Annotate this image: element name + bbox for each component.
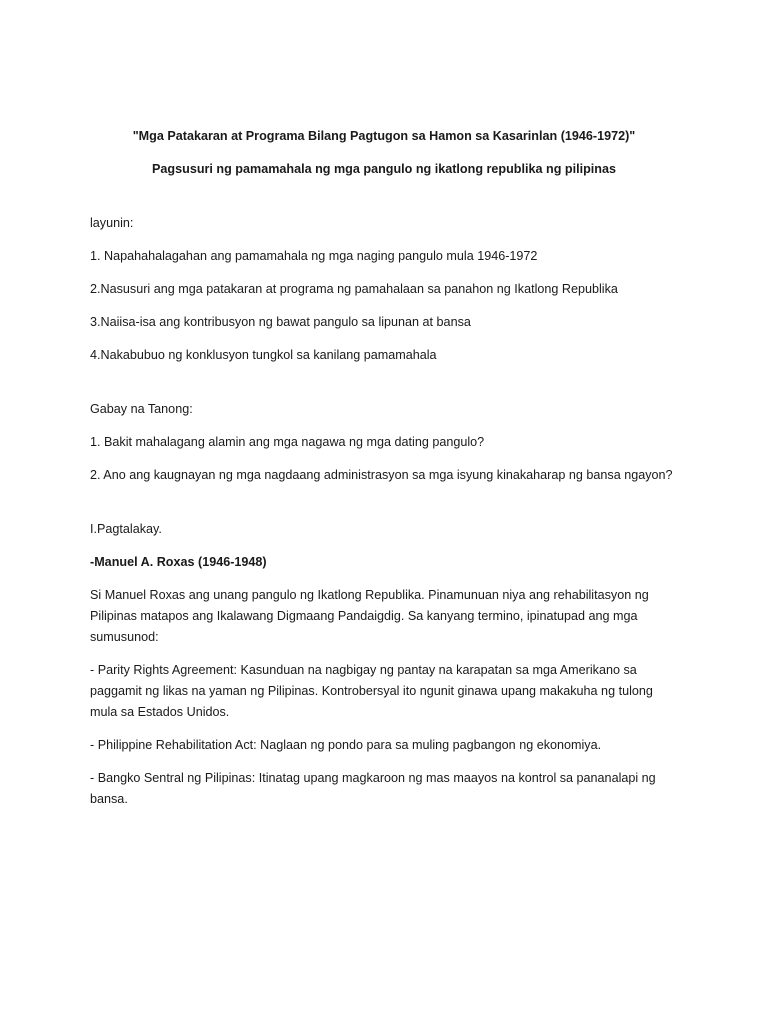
layunin-item: 1. Napahahalagahan ang pamamahala ng mga naging pangulo mula 1946-1972: [90, 249, 538, 263]
layunin-item: 3.Naiisa-isa ang kontribusyon ng bawat pangulo sa lipunan at bansa: [90, 315, 471, 329]
layunin-heading: layunin:: [90, 216, 134, 230]
gabay-heading: Gabay na Tanong:: [90, 402, 193, 416]
president-intro: Si Manuel Roxas ang unang pangulo ng Ikatlong Republika. Pinamunuan niya ang rehabilitasyon ng Pilipinas matapos ang Ikalawang Digmaang Pandaigdig. Sa kanyang termino, ipinatupad ang mga sumusunod:: [90, 588, 649, 644]
gabay-item: 2. Ano ang kaugnayan ng mga nagdaang administrasyon sa mga isyung kinakaharap ng bansa ngayon?: [90, 468, 673, 482]
president-heading: -Manuel A. Roxas (1946-1948): [90, 555, 267, 569]
document-body: [90, 126, 678, 822]
policy-point: - Philippine Rehabilitation Act: Naglaan ng pondo para sa muling pagbangon ng ekonomiya.: [90, 738, 602, 752]
section-heading: I.Pagtalakay.: [90, 522, 162, 536]
layunin-item: 4.Nakabubuo ng konklusyon tungkol sa kanilang pamamahala: [90, 348, 437, 362]
document-title: "Mga Patakaran at Programa Bilang Pagtugon sa Hamon sa Kasarinlan (1946-1972)": [132, 129, 636, 143]
policy-point: - Parity Rights Agreement: Kasunduan na nagbigay ng pantay na karapatan sa mga Amerikano sa paggamit ng likas na yaman ng Pilipinas. Kontrobersyal ito ngunit ginawa upang makakuha ng tulong mula sa Estados Unidos.: [90, 663, 653, 719]
document-subtitle: Pagsusuri ng pamamahala ng mga pangulo ng ikatlong republika ng pilipinas: [152, 162, 616, 176]
layunin-item: 2.Nasusuri ang mga patakaran at programa ng pamahalaan sa panahon ng Ikatlong Republika: [90, 282, 618, 296]
blank-line: [90, 498, 678, 519]
gabay-item: 1. Bakit mahalagang alamin ang mga nagawa ng mga dating pangulo?: [90, 435, 485, 449]
blank-line: [90, 378, 678, 399]
policy-point: - Bangko Sentral ng Pilipinas: Itinatag upang magkaroon ng mas maayos na kontrol sa pananalapi ng bansa.: [90, 771, 656, 806]
blank-line: [90, 192, 678, 213]
